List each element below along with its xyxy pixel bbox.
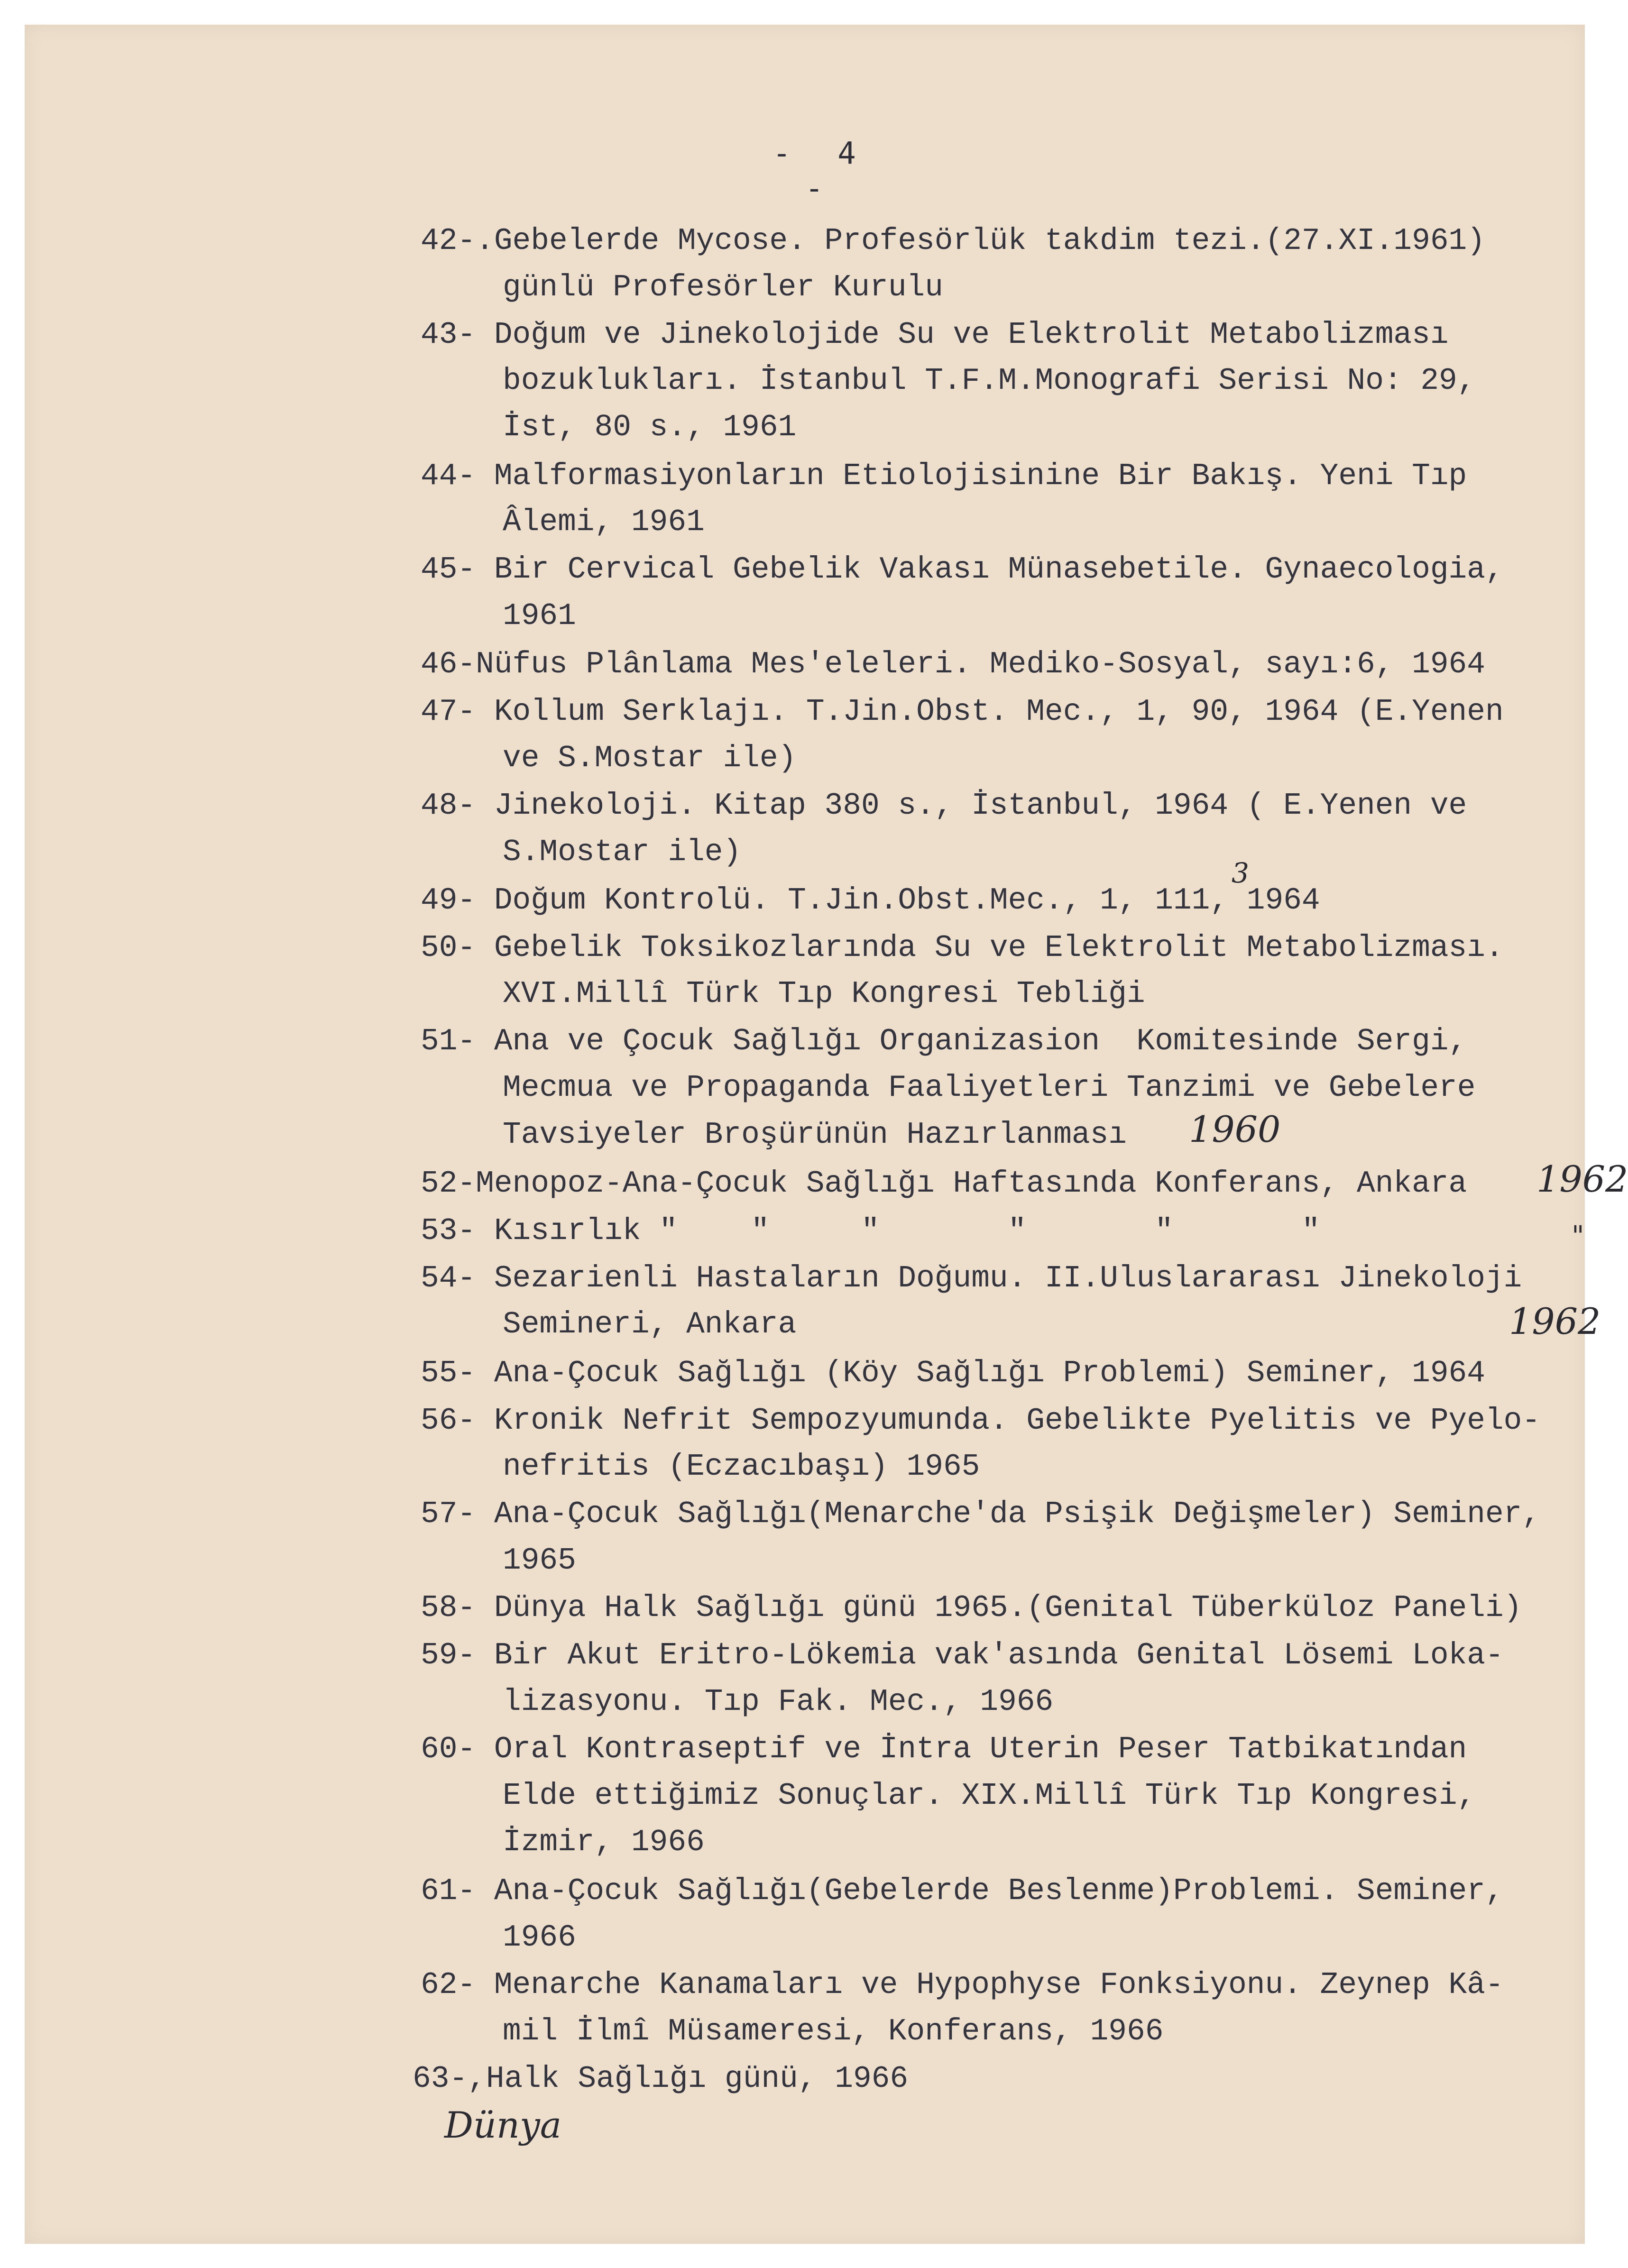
entry-line: 44- Malformasiyonların Etiolojisinine Bir Bakış. Yeni Tıp bbox=[421, 459, 1467, 494]
entry-line: Semineri, Ankara bbox=[503, 1307, 797, 1342]
entry-line: mil İlmî Müsameresi, Konferans, 1966 bbox=[503, 2014, 1164, 2049]
entry-line: 1961 bbox=[503, 599, 576, 634]
entry-line: 45- Bir Cervical Gebelik Vakası Münasebetile. Gynaecologia, bbox=[421, 552, 1504, 587]
entry-line: 48- Jinekoloji. Kitap 380 s., İstanbul, 1964 ( E.Yenen ve bbox=[421, 789, 1467, 823]
handwritten-note: 3 bbox=[1232, 857, 1249, 889]
entry-line: 59- Bir Akut Eritro-Lökemia vak'asında Genital Lösemi Loka- bbox=[421, 1638, 1504, 1673]
entry-line: 62- Menarche Kanamaları ve Hypophyse Fonksiyonu. Zeynep Kâ- bbox=[421, 1968, 1504, 2002]
entry-line: 63-,Halk Sağlığı günü, 1966 bbox=[413, 2062, 909, 2096]
entry-line: 55- Ana-Çocuk Sağlığı (Köy Sağlığı Problemi) Seminer, 1964 bbox=[421, 1356, 1485, 1391]
entry-line: 1965 bbox=[503, 1543, 576, 1578]
entry-line: 61- Ana-Çocuk Sağlığı(Gebelerde Beslenme)Problemi. Seminer, bbox=[421, 1874, 1504, 1909]
entry-line: 58- Dünya Halk Sağlığı günü 1965.(Genital Tüberküloz Paneli) bbox=[421, 1591, 1522, 1625]
entry-line: İzmir, 1966 bbox=[503, 1825, 705, 1860]
handwritten-note: 1962 bbox=[1536, 1158, 1628, 1200]
entry-line: 50- Gebelik Toksikozlarında Su ve Elektrolit Metabolizması. bbox=[421, 931, 1504, 965]
entry-line: bozuklukları. İstanbul T.F.M.Monografi Serisi No: 29, bbox=[503, 364, 1476, 398]
entry-line: 53- Kısırlık " " " " " " bbox=[421, 1214, 1320, 1249]
entry-line: 1966 bbox=[503, 1920, 576, 1955]
handwritten-note: Dünya bbox=[444, 2104, 562, 2146]
entry-line: S.Mostar ile) bbox=[503, 835, 742, 870]
entry-line: 57- Ana-Çocuk Sağlığı(Menarche'da Psişik Değişmeler) Seminer, bbox=[421, 1497, 1541, 1532]
entry-line: 46-Nüfus Plânlama Mes'eleleri. Mediko-Sosyal, sayı:6, 1964 bbox=[421, 647, 1485, 682]
entry-line: 54- Sezarienli Hastaların Doğumu. II.Uluslararası Jinekoloji bbox=[421, 1261, 1522, 1296]
entry-line: XVI.Millî Türk Tıp Kongresi Tebliği bbox=[503, 977, 1145, 1011]
page-number: - 4 - bbox=[773, 136, 870, 206]
entry-line: 56- Kronik Nefrit Sempozyumunda. Gebelikte Pyelitis ve Pyelo- bbox=[421, 1404, 1541, 1438]
entry-line: 47- Kollum Serklajı. T.Jin.Obst. Mec., 1, 90, 1964 (E.Yenen bbox=[421, 695, 1504, 729]
entry-line: nefritis (Eczacıbaşı) 1965 bbox=[503, 1450, 980, 1484]
entry-line: Elde ettiğimiz Sonuçlar. XIX.Millî Türk Tıp Kongresi, bbox=[503, 1779, 1476, 1813]
entry-line: günlü Profesörler Kurulu bbox=[503, 270, 943, 305]
entry-line: 43- Doğum ve Jinekolojide Su ve Elektrolit Metabolizması bbox=[421, 318, 1449, 352]
bibliography-list bbox=[25, 25, 1628, 2244]
entry-line: 51- Ana ve Çocuk Sağlığı Organizasion Komitesinde Sergi, bbox=[421, 1024, 1467, 1059]
entry-line: İst, 80 s., 1961 bbox=[503, 410, 797, 445]
handwritten-note: 1962 bbox=[1509, 1300, 1601, 1342]
document-page bbox=[25, 25, 1628, 2244]
entry-line: 49- Doğum Kontrolü. T.Jin.Obst.Mec., 1, 111, 1964 bbox=[421, 883, 1320, 918]
entry-line: Mecmua ve Propaganda Faaliyetleri Tanzimi ve Gebelere bbox=[503, 1071, 1476, 1105]
entry-line: 52-Menopoz-Ana-Çocuk Sağlığı Haftasında Konferans, Ankara bbox=[421, 1166, 1467, 1201]
handwritten-note: 1960 bbox=[1189, 1108, 1281, 1150]
entry-line: 60- Oral Kontraseptif ve İntra Uterin Peser Tatbikatından bbox=[421, 1732, 1467, 1767]
entry-line: ve S.Mostar ile) bbox=[503, 741, 797, 776]
handwritten-note: " bbox=[1572, 1220, 1584, 1252]
entry-line: Âlemi, 1961 bbox=[503, 505, 705, 540]
entry-line: Tavsiyeler Broşürünün Hazırlanması bbox=[503, 1118, 1127, 1152]
entry-line: lizasyonu. Tıp Fak. Mec., 1966 bbox=[503, 1685, 1054, 1719]
entry-line: 42-.Gebelerde Mycose. Profesörlük takdim tezi.(27.XI.1961) bbox=[421, 224, 1485, 258]
